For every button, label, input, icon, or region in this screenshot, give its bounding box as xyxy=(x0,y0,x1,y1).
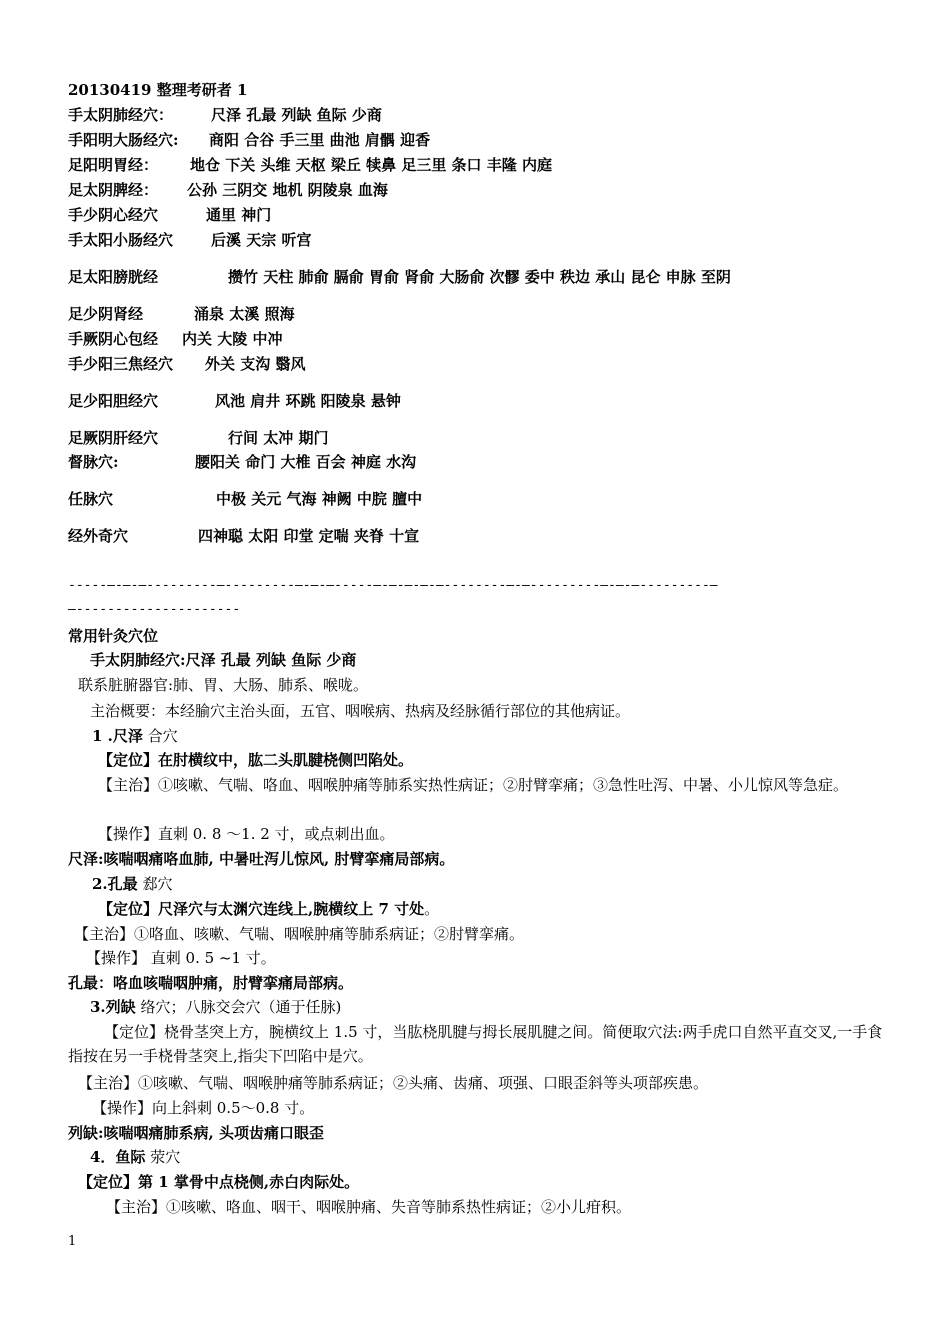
section-title: 常用针灸穴位 xyxy=(68,627,159,645)
meridian-points: 外关 支沟 翳风 xyxy=(205,355,306,373)
meridian-row xyxy=(68,105,382,125)
meridian-name: 足阳明胃经： xyxy=(68,156,159,174)
meridian-name: 足少阳胆经穴 xyxy=(68,392,159,410)
meridian-row xyxy=(68,354,306,374)
meridian-name: 手太阳小肠经穴 xyxy=(68,231,174,249)
point-operation: 【操作】直刺 0. 8 ～1. 2 寸，或点刺出血。 xyxy=(98,825,395,843)
meridian-name: 足厥阴肝经穴 xyxy=(68,429,159,447)
point-location: 【定位】桡骨茎突上方，腕横纹上 1.5 寸，当肱桡肌腱与拇长展肌腱之间。简便取穴法:两手虎口自然平直交叉,一手食指按在另一手桡骨茎突上,指尖下凹陷中是穴。 xyxy=(68,1023,883,1065)
meridian-row xyxy=(68,489,423,509)
point-type: 络穴；八脉交会穴（通于任脉) xyxy=(135,998,342,1016)
separator-line: —--------------------- xyxy=(68,602,241,617)
meridian-points: 腰阳关 命门 大椎 百会 神庭 水沟 xyxy=(195,453,417,471)
meridian-row xyxy=(68,180,388,200)
meridian-row xyxy=(68,391,401,411)
meridian-name: 手厥阴心包经 xyxy=(68,330,159,348)
meridian-points: 商阳 合谷 手三里 曲池 肩髃 迎香 xyxy=(209,131,431,149)
point-type: 荥穴 xyxy=(145,1148,181,1166)
point-title xyxy=(90,997,341,1017)
meridian-name: 督脉穴: xyxy=(68,453,119,471)
doc-header: 20130419 整理考研者 1 xyxy=(68,81,248,99)
point-treatment: 【主治】①咳嗽、气喘、咯血、咽喉肿痛等肺系实热性病证；②肘臂挛痛；③急性吐泻、中暑、小儿惊风等急症。 xyxy=(98,776,849,794)
point-name: 3.列缺 xyxy=(90,998,136,1016)
point-operation: 【操作】向上斜刺 0.5～0.8 寸。 xyxy=(92,1099,315,1117)
organs-line: 联系脏腑器官:肺、胃、大肠、肺系、喉咙。 xyxy=(78,676,369,694)
meridian-name: 足太阳膀胱经 xyxy=(68,268,159,286)
meridian-name: 经外奇穴 xyxy=(68,527,129,545)
point-treatment: 【主治】①咯血、咳嗽、气喘、咽喉肿痛等肺系病证；②肘臂挛痛。 xyxy=(74,925,525,943)
meridian-points: 公孙 三阴交 地机 阴陵泉 血海 xyxy=(187,181,388,199)
meridian-points: 风池 肩井 环跳 阳陵泉 悬钟 xyxy=(215,392,401,410)
point-location-text: 【定位】尺泽穴与太渊穴连线上,腕横纹上 7 寸处 xyxy=(98,900,425,918)
point-name: 2.孔最 xyxy=(92,875,138,893)
meridian-name: 足太阴脾经： xyxy=(68,181,159,199)
meridian-name: 手阳明大肠经穴: xyxy=(68,131,179,149)
point-operation: 【操作】 直刺 0. 5 ~1 寸。 xyxy=(86,949,276,967)
point-title xyxy=(92,726,178,746)
meridian-row xyxy=(68,130,431,150)
point-location-end: 。 xyxy=(424,900,440,918)
point-location: 【定位】在肘横纹中，肱二头肌腱桡侧凹陷处。 xyxy=(98,751,414,769)
point-location: 【定位】第 1 掌骨中点桡侧,赤白肉际处。 xyxy=(78,1173,360,1191)
point-treatment: 【主治】①咳嗽、气喘、咽喉肿痛等肺系病证；②头痛、齿痛、项强、口眼歪斜等头项部疾患。 xyxy=(78,1074,709,1092)
page-number: 1 xyxy=(68,1234,77,1249)
meridian-points: 四神聪 太阳 印堂 定喘 夹脊 十宣 xyxy=(198,527,420,545)
meridian-row xyxy=(68,329,283,349)
summary-line: 主治概要：本经腧穴主治头面，五官、咽喉病、热病及经脉循行部位的其他病证。 xyxy=(90,702,631,720)
meridian-row xyxy=(68,230,312,250)
separator-line: -----—-—-—---------—---------—-—-—-----—-—-—-—-—--------—-—---------—-—-—---------— xyxy=(68,578,718,593)
point-title xyxy=(90,1147,180,1167)
point-type: 郄穴 xyxy=(137,875,173,893)
meridian-name: 任脉穴 xyxy=(68,490,114,508)
meridian-points: 尺泽 孔最 列缺 鱼际 少商 xyxy=(211,106,382,124)
point-name: 4．鱼际 xyxy=(90,1148,146,1166)
meridian-points: 涌泉 太溪 照海 xyxy=(194,305,295,323)
meridian-name: 手少阴心经穴 xyxy=(68,206,159,224)
point-mnemonic: 尺泽:咳喘咽痛咯血肺, 中暑吐泻儿惊风, 肘臂挛痛局部病。 xyxy=(68,850,455,868)
meridian-points: 地仓 下关 头维 天枢 梁丘 犊鼻 足三里 条口 丰隆 内庭 xyxy=(190,156,553,174)
point-mnemonic: 列缺:咳喘咽痛肺系病, 头项齿痛口眼歪 xyxy=(68,1124,324,1142)
meridian-row xyxy=(68,267,731,287)
point-mnemonic: 孔最：咯血咳喘咽肿痛，肘臂挛痛局部病。 xyxy=(68,974,354,992)
point-treatment: 【主治】①咳嗽、咯血、咽干、咽喉肿痛、失音等肺系热性病证；②小儿疳积。 xyxy=(106,1198,632,1216)
point-type: 合穴 xyxy=(142,727,178,745)
meridian-points: 攒竹 天柱 肺俞 膈俞 胃俞 肾俞 大肠俞 次髎 委中 秩边 承山 昆仑 申脉 至阴 xyxy=(228,268,731,286)
meridian-row xyxy=(68,304,295,324)
point-name: 1 .尺泽 xyxy=(92,727,143,745)
meridian-points: 后溪 天宗 听宫 xyxy=(211,231,312,249)
meridian-points: 通里 神门 xyxy=(206,206,272,224)
meridian-points: 行间 太冲 期门 xyxy=(228,429,329,447)
meridian-name: 手少阳三焦经穴 xyxy=(68,355,174,373)
meridian-name: 手太阴肺经穴： xyxy=(68,106,174,124)
sub-title: 手太阴肺经穴:尺泽 孔最 列缺 鱼际 少商 xyxy=(90,651,357,669)
meridian-points: 中极 关元 气海 神阙 中脘 膻中 xyxy=(216,490,423,508)
point-title xyxy=(92,874,172,894)
meridian-row xyxy=(68,452,417,472)
meridian-points: 内关 大陵 中冲 xyxy=(182,330,283,348)
meridian-row xyxy=(68,205,272,225)
meridian-row xyxy=(68,428,329,448)
point-location xyxy=(98,899,439,919)
meridian-row xyxy=(68,155,553,175)
meridian-name: 足少阴肾经 xyxy=(68,305,144,323)
meridian-row xyxy=(68,526,420,546)
